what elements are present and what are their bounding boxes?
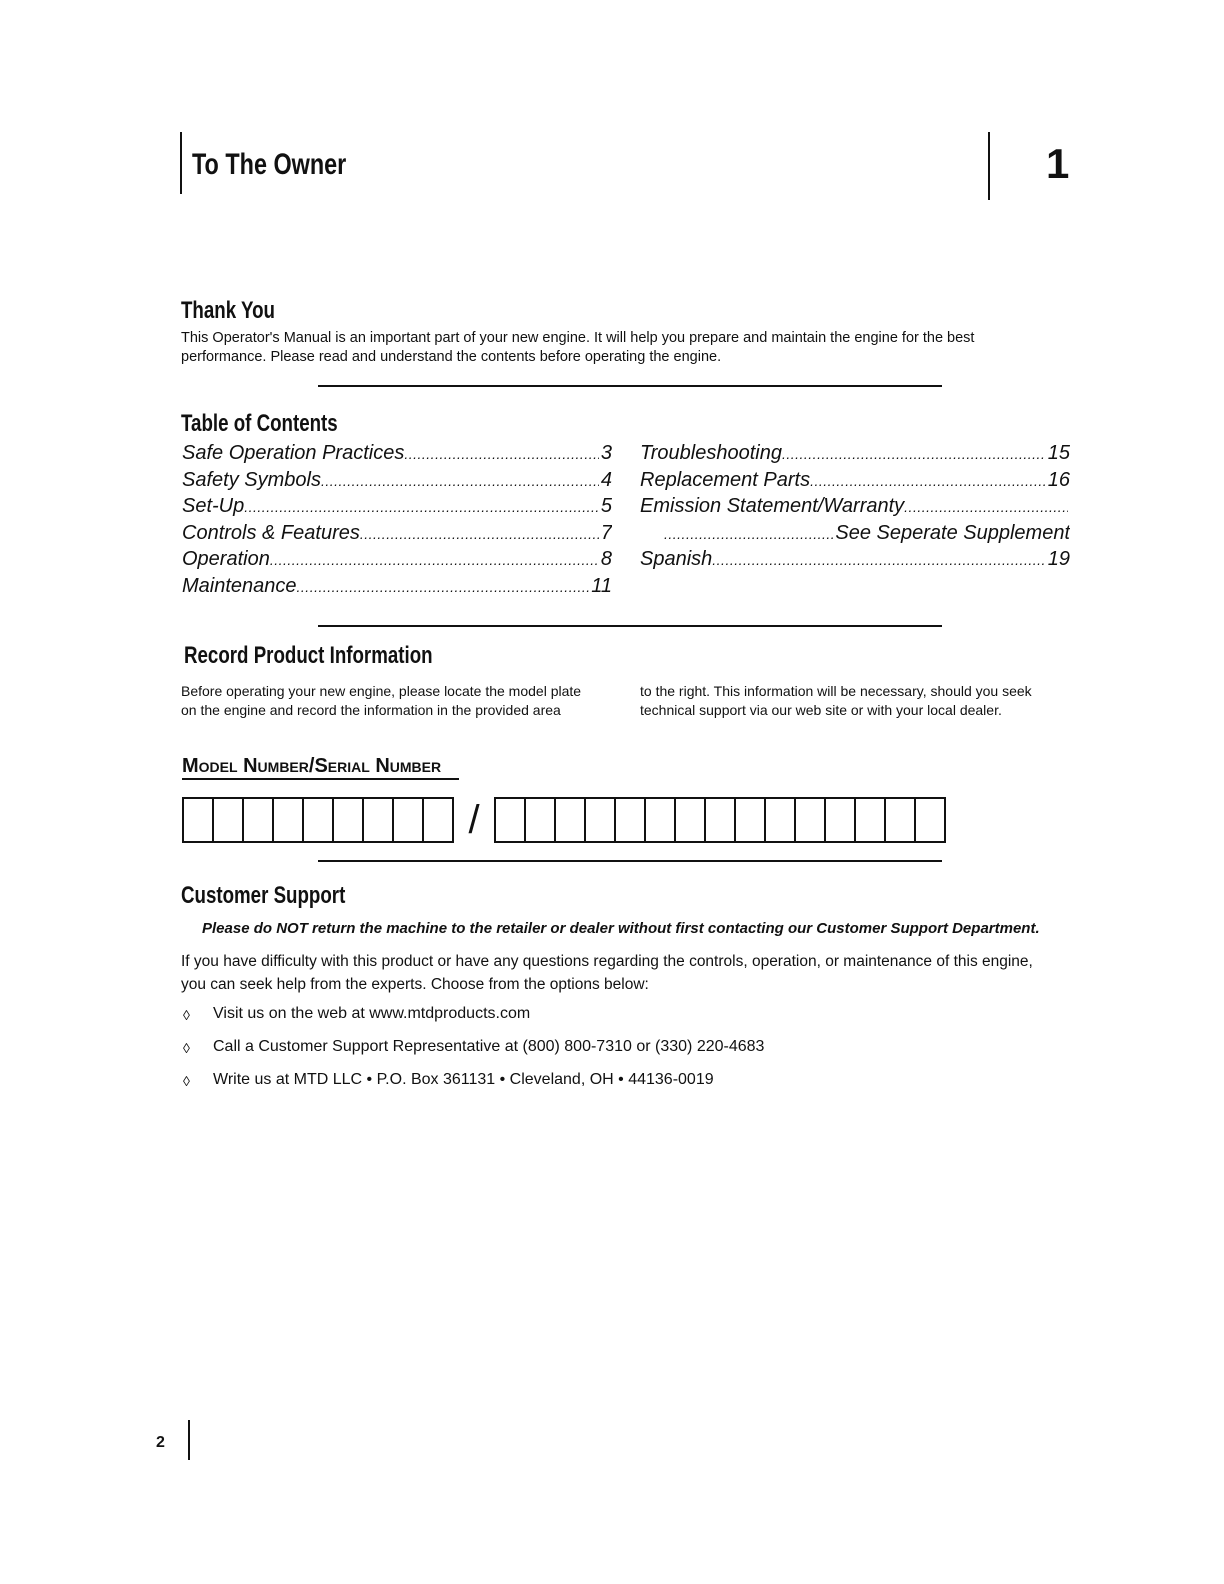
toc-entry-page: See Seperate Supplement	[835, 521, 1070, 544]
serial-digit-box[interactable]	[644, 797, 676, 843]
toc-entry[interactable]	[182, 469, 612, 496]
model-digit-box[interactable]	[332, 797, 364, 843]
page-number: 2	[156, 1434, 165, 1451]
thank-you-heading: Thank You	[181, 297, 275, 324]
toc-leader	[244, 499, 599, 515]
toc-entry[interactable]	[640, 495, 1070, 522]
thank-you-line-1: This Operator's Manual is an important part of your new engine. It will help you prepare and maintain the engine for the best	[181, 330, 975, 346]
toc-entry-page: 3	[600, 442, 612, 464]
model-digit-box[interactable]	[362, 797, 394, 843]
bullet-icon: ◊	[183, 1007, 190, 1023]
divider-3	[318, 860, 942, 862]
serial-digit-box[interactable]	[704, 797, 736, 843]
toc-entry-continuation[interactable]	[640, 522, 1070, 549]
toc-entry[interactable]	[182, 575, 612, 602]
model-serial-entry[interactable]	[182, 797, 946, 843]
serial-digit-box[interactable]	[914, 797, 946, 843]
toc-entry-page: 4	[600, 468, 612, 491]
chapter-title: To The Owner	[192, 148, 347, 181]
toc-entry[interactable]	[640, 548, 1070, 575]
support-option-mail: Write us at MTD LLC • P.O. Box 361131 • Cleveland, OH • 44136-0019	[213, 1071, 714, 1088]
toc-entry[interactable]	[182, 442, 612, 469]
serial-digit-box[interactable]	[764, 797, 796, 843]
toc-entry-label: Spanish	[640, 548, 713, 570]
toc-leader	[782, 446, 1046, 462]
toc-leader	[810, 473, 1046, 489]
serial-digit-box[interactable]	[584, 797, 616, 843]
support-option-phone[interactable]: Call a Customer Support Representative at (800) 800-7310 or (330) 220-4683	[213, 1038, 765, 1055]
toc-entry-label: Safety Symbols	[182, 468, 321, 491]
toc-heading: Table of Contents	[181, 410, 338, 437]
support-intro-line-2: you can seek help from the experts. Choose from the options below:	[181, 976, 649, 993]
toc-left-column	[182, 442, 612, 601]
record-right-line-1: to the right. This information will be necessary, should you seek	[640, 683, 1032, 699]
record-left-line-1: Before operating your new engine, please locate the model plate	[181, 683, 582, 699]
record-right-line-2: technical support via our web site or with your local dealer.	[640, 702, 1002, 718]
toc-entry[interactable]	[182, 522, 612, 549]
toc-leader	[712, 552, 1045, 568]
toc-leader	[404, 446, 599, 462]
toc-entry-page: 16	[1047, 468, 1070, 491]
header-right-bar	[988, 132, 990, 200]
model-digit-box[interactable]	[272, 797, 304, 843]
record-right-text	[640, 682, 1032, 720]
serial-digit-box[interactable]	[734, 797, 766, 843]
toc-entry[interactable]	[182, 495, 612, 522]
serial-digit-box[interactable]	[674, 797, 706, 843]
serial-digit-box[interactable]	[614, 797, 646, 843]
record-left-text	[181, 682, 581, 720]
divider-2	[318, 625, 942, 627]
chapter-number: 1	[1046, 140, 1070, 187]
support-option-web[interactable]: Visit us on the web at www.mtdproducts.com	[213, 1005, 531, 1022]
support-intro-line-1: If you have difficulty with this product or have any questions regarding the controls, operation, or maintenance of this engine,	[181, 953, 1033, 970]
support-warning: Please do NOT return the machine to the retailer or dealer without first contacting our Customer Support Department.	[202, 920, 1040, 937]
model-digit-box[interactable]	[242, 797, 274, 843]
serial-digit-box[interactable]	[494, 797, 526, 843]
toc-leader	[904, 499, 1068, 515]
toc-entry-label: Set-Up	[182, 495, 245, 517]
toc-entry[interactable]	[182, 548, 612, 575]
toc-entry-label: Replacement Parts	[640, 468, 811, 491]
toc-entry[interactable]	[640, 442, 1070, 469]
toc-entry-label: Maintenance	[182, 574, 297, 597]
toc-entry-label: Emission Statement/Warranty	[640, 495, 905, 517]
bullet-icon: ◊	[183, 1040, 190, 1056]
toc-entry-page: 8	[600, 548, 612, 570]
serial-digit-box[interactable]	[554, 797, 586, 843]
toc-entry-label: Safe Operation Practices	[182, 442, 405, 464]
thank-you-body	[181, 329, 1081, 367]
toc-entry-page: 7	[600, 521, 612, 544]
toc-entry-page: 11	[591, 574, 612, 597]
toc-leader	[664, 526, 833, 542]
toc-leader	[270, 552, 599, 568]
toc-entry-page: 15	[1047, 442, 1070, 464]
support-heading: Customer Support	[181, 882, 346, 909]
toc-right-column	[640, 442, 1070, 575]
toc-leader	[360, 526, 599, 542]
serial-digit-box[interactable]	[854, 797, 886, 843]
record-heading: Record Product Information	[184, 642, 433, 669]
serial-digit-box[interactable]	[824, 797, 856, 843]
model-digit-box[interactable]	[212, 797, 244, 843]
model-serial-label: Model Number/Serial Number	[182, 755, 459, 780]
serial-digit-box[interactable]	[794, 797, 826, 843]
toc-entry-label: Troubleshooting	[640, 442, 782, 464]
toc-entry-page: 19	[1047, 548, 1070, 570]
toc-entry-label: Controls & Features	[182, 521, 360, 544]
model-digit-box[interactable]	[182, 797, 214, 843]
model-digit-box[interactable]	[422, 797, 454, 843]
divider-1	[318, 385, 942, 387]
model-digit-box[interactable]	[392, 797, 424, 843]
model-digit-box[interactable]	[302, 797, 334, 843]
record-left-line-2: on the engine and record the information in the provided area	[181, 702, 561, 718]
header-left-bar	[180, 132, 182, 194]
toc-leader	[297, 579, 590, 595]
toc-entry-page: 5	[600, 495, 612, 517]
thank-you-line-2: performance. Please read and understand the contents before operating the engine.	[181, 349, 722, 365]
support-intro	[181, 950, 1033, 996]
bullet-icon: ◊	[183, 1073, 190, 1089]
toc-entry-label: Operation	[182, 548, 270, 570]
footer-bar	[188, 1420, 190, 1460]
serial-digit-box[interactable]	[524, 797, 556, 843]
toc-leader	[321, 473, 599, 489]
serial-digit-box[interactable]	[884, 797, 916, 843]
toc-entry[interactable]	[640, 469, 1070, 496]
model-serial-separator: /	[468, 798, 480, 842]
